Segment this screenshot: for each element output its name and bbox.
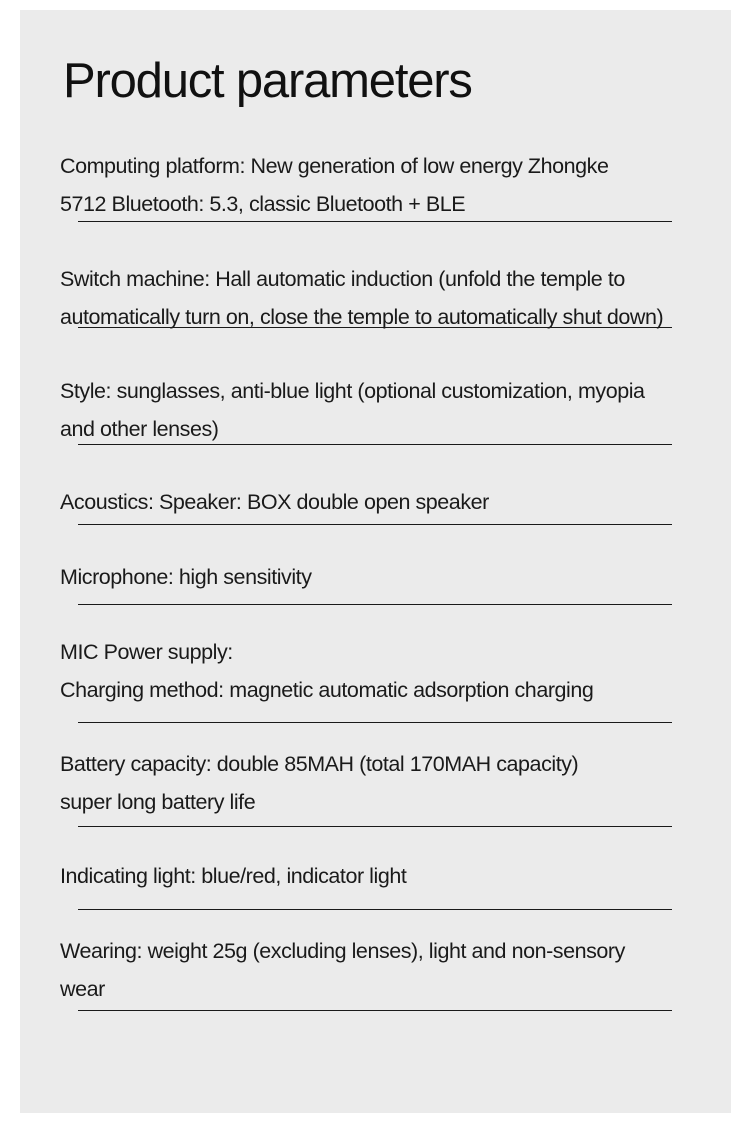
param-text: Computing platform: New generation of low energy Zhongke 5712 Bluetooth: 5.3, classic Bluetooth + BLE — [60, 154, 609, 216]
divider — [78, 826, 672, 827]
divider — [78, 909, 672, 910]
param-text: Acoustics: Speaker: BOX double open speaker — [60, 490, 489, 514]
divider — [78, 221, 672, 222]
param-text: Switch machine: Hall automatic induction (unfold the temple to automatically turn on, close the temple to automatically shut down) — [60, 267, 664, 329]
divider — [78, 444, 672, 445]
divider — [78, 604, 672, 605]
param-text: Wearing: weight 25g (excluding lenses), light and non-sensory wear — [60, 939, 625, 1001]
param-text: Microphone: high sensitivity — [60, 565, 312, 589]
page-title: Product parameters — [63, 54, 472, 108]
parameters-panel — [20, 10, 731, 1113]
param-text: MIC Power supply: Charging method: magnetic automatic adsorption charging — [60, 640, 594, 702]
divider — [78, 722, 672, 723]
divider — [78, 327, 672, 328]
divider — [78, 524, 672, 525]
divider — [78, 1010, 672, 1011]
param-text: Indicating light: blue/red, indicator light — [60, 864, 407, 888]
param-text: Battery capacity: double 85MAH (total 170MAH capacity) super long battery life — [60, 752, 579, 814]
param-text: Style: sunglasses, anti-blue light (optional customization, myopia and other lenses) — [60, 379, 645, 441]
